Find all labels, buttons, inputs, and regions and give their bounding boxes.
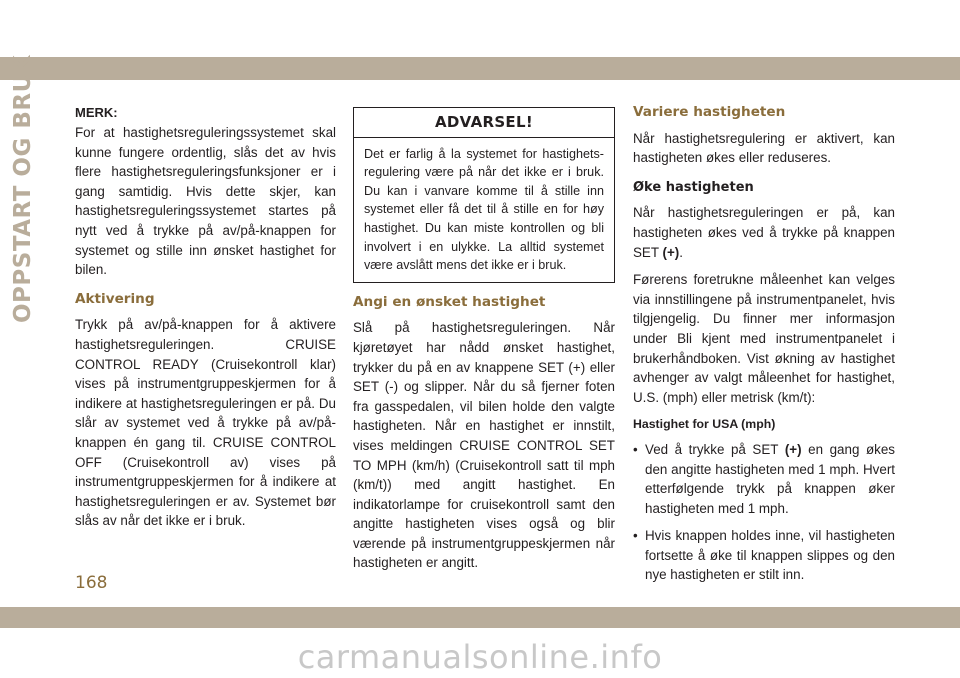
list-item: • Hvis knappen holdes inne, vil hastigheten fortsette å øke til knappen slippes og den nye hastigheten er stilt inn. bbox=[633, 528, 895, 583]
bullet2-text: Hvis knappen holdes inne, vil hastigheten fortsette å øke til knappen slippes og den nye hastigheten er stilt inn. bbox=[645, 528, 895, 583]
oke-text bbox=[633, 203, 895, 262]
oke-text-bold: (+) bbox=[662, 244, 680, 260]
aktivering-heading: Aktivering bbox=[75, 290, 155, 307]
oke-text-post: . bbox=[679, 244, 684, 260]
bullet1-pre: Ved å trykke på SET bbox=[645, 441, 785, 457]
column-middle bbox=[353, 103, 615, 573]
note-title: MERK: bbox=[75, 105, 118, 120]
footer-band bbox=[0, 607, 960, 628]
usa-heading: Hastighet for USA (mph) bbox=[633, 417, 776, 432]
watermark-text: carmanualsonline.info bbox=[297, 638, 663, 676]
forerens-text: Førerens foretrukne måleenhet kan velges via innstillingene på instrumentpanelet, hvis tilgjengelig. Du finner mer informasjon under Bli kjent med instrumentpanelet i brukerhåndboken. Vist økning av hastighet avhenger av valgt måleenhet for hastighet, U.S. (mph) eller metrisk (km/t): bbox=[633, 272, 895, 405]
warning-box bbox=[353, 107, 615, 283]
variere-text: Når hastighetsregulering er aktivert, kan hastigheten økes eller reduseres. bbox=[633, 130, 895, 166]
oke-heading: Øke hastigheten bbox=[633, 179, 754, 195]
bullet-list bbox=[633, 440, 895, 585]
bullet1-bold: (+) bbox=[784, 441, 802, 457]
list-item: • Ved å trykke på SET (+) en gang økes den angitte hastigheten med 1 mph. Hvert etterfølgende trykk på knappen øker hastigheten med 1 mph. bbox=[633, 441, 895, 516]
angi-text: Slå på hastighetsreguleringen. Når kjøretøyet har nådd ønsket hastighet, trykker du på en av knappene SET (+) eller SET (-) og slipper. Når du så fjerner foten fra gasspedalen, vil bilen holde den valgte hastigheten. Når en hastighet er innstilt, vises meldingen CRUISE CONTROL SET TO MPH (km/h) (Cruisekontroll satt til mph (km/t)) med angitt hastighet. En indikatorlampe for cruisekontroll samt den angitte hastigheten vises også og blir værende på instrumentgruppeskjermen når hastigheten er angitt. bbox=[353, 320, 615, 571]
chapter-side-tab bbox=[0, 54, 56, 331]
aktivering-text: Trykk på av/på-knappen for å aktivere hastighetsreguleringen. CRUISE CONTROL READY (Cruisekontroll klar) vises på instrumentgruppeskjermen for å indikere at hastighetsreguleringen er på. Du slår av systemet ved å trykke på av/på-knappen én gang til. CRUISE CONTROL OFF (Cruisekontroll av) vises på instrumentgruppeskjermen for å indikere at hastighetsreguleringen er av. Systemet bør slås av når det ikke er i bruk. bbox=[75, 317, 336, 529]
page-number: 168 bbox=[75, 573, 108, 593]
column-right bbox=[633, 103, 895, 593]
variere-heading: Variere hastigheten bbox=[633, 104, 786, 120]
bullet1-post: en gang økes den angitte hastigheten med 1 mph. Hvert etterfølgende trykk på knappen øker hastigheten med 1 mph. bbox=[645, 441, 895, 516]
header-band bbox=[0, 0, 960, 99]
warning-text: Det er farlig å la systemet for hastighetsregulering være på når det ikke er i bruk. Du kan i vanvare komme til å stille inn systemet eller få det til å stille en for høy hastighet. Du kan miste kontrollen og bli involvert i en ulykke. La alltid systemet være avslått mens det ikke er i bruk. bbox=[364, 146, 604, 273]
header-stripe bbox=[0, 57, 960, 80]
column-left bbox=[75, 103, 336, 531]
chapter-title: OPPSTART OG BRUK bbox=[10, 54, 36, 323]
angi-heading: Angi en ønsket hastighet bbox=[353, 293, 546, 310]
oke-text-pre: Når hastighetsreguleringen er på, kan hastigheten økes ved å trykke på knappen SET bbox=[633, 205, 895, 260]
warning-title: ADVARSEL! bbox=[354, 108, 614, 138]
note-text: For at hastighetsreguleringssystemet skal kunne fungere ordentlig, slås det av hvis flere hastighetsreguleringsfunksjoner er i gang samtidig. Hvis dette skjer, kan hastighetsreguleringssystemet startes på nytt ved å trykke på av/på-knappen for systemet og stille inn ønsket hastighet for bilen. bbox=[75, 125, 336, 278]
